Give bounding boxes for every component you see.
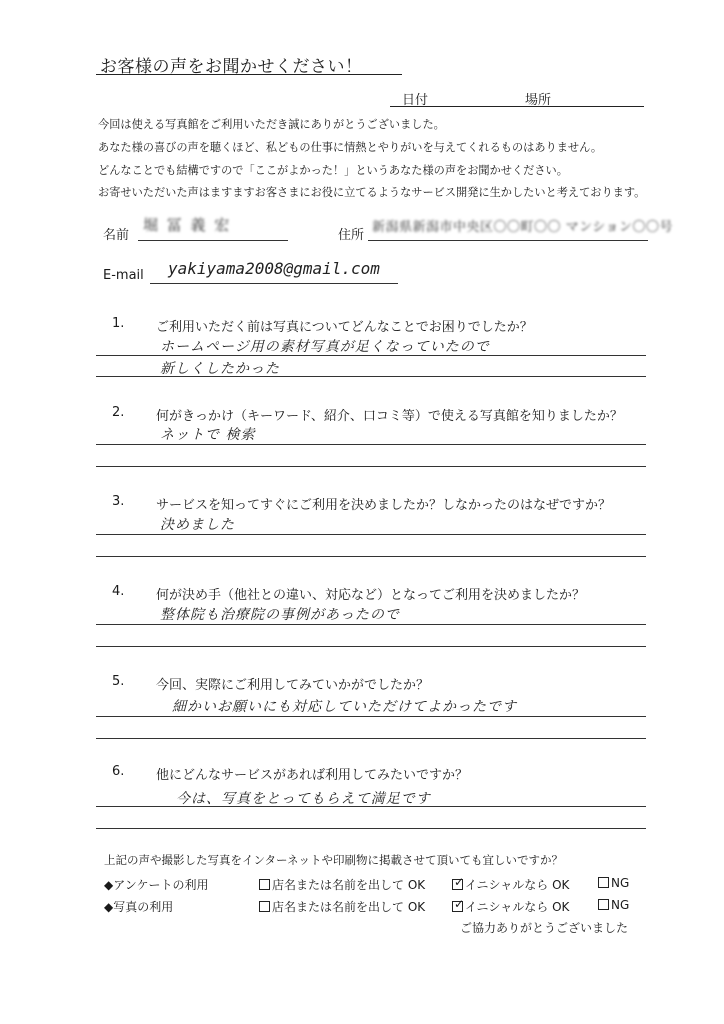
question-number: 5.: [112, 674, 125, 689]
answer-line: [96, 466, 646, 467]
answer-line: [96, 716, 646, 717]
email-underline: [150, 283, 398, 284]
date-place-line: [390, 106, 644, 107]
answer-line: [96, 828, 646, 829]
consent-option[interactable]: NG: [598, 898, 629, 912]
name-underline: [138, 240, 288, 241]
address-label: 住所: [338, 228, 365, 243]
page-title: お客様の声をお聞かせください！: [100, 57, 363, 77]
answer-line: [96, 534, 646, 535]
intro-line: お寄せいただいた声はますますお客さまにお役に立てるようなサービス開発に生かしたいと考えております。: [98, 186, 646, 199]
question-number: 4.: [112, 584, 125, 599]
answer-line: [96, 444, 646, 445]
question-number: 1.: [112, 316, 125, 331]
email-value: yakiyama2008@gmail.com: [168, 259, 380, 278]
consent-option[interactable]: NG: [598, 876, 629, 890]
title-underline: [96, 74, 402, 75]
question-text: サービスを知ってすぐにご利用を決めましたか？しなかったのはなぜですか？: [156, 498, 612, 513]
question-text: ご利用いただく前は写真についてどんなことでお困りでしたか？: [156, 320, 533, 335]
consent-row-label: ◆写真の利用: [104, 900, 174, 914]
answer-line: [96, 355, 646, 356]
answer-text: ネットで 検索: [160, 427, 256, 443]
question-number: 3.: [112, 494, 125, 509]
name-label: 名前: [103, 228, 130, 243]
answer-text: 新しくしたかった: [160, 361, 280, 377]
consent-option[interactable]: 店名または名前を出して OK: [259, 876, 425, 893]
address-value: 新潟県新潟市中央区〇〇町〇〇 マンション〇〇号: [372, 220, 674, 235]
answer-line: [96, 738, 646, 739]
consent-row-label: ◆アンケートの利用: [104, 878, 209, 892]
question-text: 何が決め手（他社との違い、対応など）となってご利用を決めましたか？: [156, 588, 586, 603]
place-label: 場所: [525, 93, 552, 108]
checked-checkbox-icon[interactable]: ✓: [454, 875, 465, 889]
question-text: 今回、実際にご利用してみていかがでしたか？: [156, 678, 430, 693]
answer-text: 整体院も治療院の事例があったので: [160, 607, 400, 623]
answer-line: [96, 646, 646, 647]
consent-option-checked[interactable]: ✓ イニシャルなら OK: [454, 897, 570, 914]
checkbox-icon[interactable]: [598, 899, 609, 910]
checkbox-icon[interactable]: [598, 877, 609, 888]
answer-line: [96, 376, 646, 377]
email-label: E-mail: [103, 268, 144, 283]
question-text: 何がきっかけ（キーワード、紹介、口コミ等）で使える写真館を知りましたか？: [156, 409, 623, 424]
question-number: 6.: [112, 764, 125, 779]
name-value: 堀 冨 義 宏: [143, 216, 232, 234]
answer-line: [96, 556, 646, 557]
intro-line: あなた様の喜びの声を聴くほど、私どもの仕事に情熱とやりがいを与えてくれるものはありません。: [98, 141, 603, 154]
question-number: 2.: [112, 405, 125, 420]
question-text: 他にどんなサービスがあれば利用してみたいですか？: [156, 768, 469, 783]
checkbox-icon[interactable]: [259, 901, 270, 912]
thanks-text: ご協力ありがとうございました: [460, 921, 629, 935]
answer-line: [96, 624, 646, 625]
answer-text: ホームページ用の素材写真が足くなっていたので: [160, 339, 490, 355]
answer-line: [96, 806, 646, 807]
answer-text: 今は、写真をとってもらえて満足です: [176, 791, 431, 807]
answer-text: 決めました: [160, 517, 235, 533]
consent-option-checked[interactable]: ✓ イニシャルなら OK: [454, 875, 570, 892]
consent-question: 上記の声や撮影した写真をインターネットや印刷物に掲載させて頂いても宜しいですか？: [104, 853, 563, 867]
answer-text: 細かいお願いにも対応していただけてよかったです: [172, 699, 517, 715]
checkbox-icon[interactable]: [259, 879, 270, 890]
intro-line: 今回は使える写真館をご利用いただき誠にありがとうございました。: [98, 118, 445, 131]
address-underline: [368, 240, 648, 241]
date-label: 日付: [402, 93, 429, 108]
checked-checkbox-icon[interactable]: ✓: [454, 897, 465, 911]
intro-line: どんなことでも結構ですので「ここがよかった！」というあなた様の声をお聞かせください。: [98, 164, 568, 177]
consent-option[interactable]: 店名または名前を出して OK: [259, 898, 425, 915]
